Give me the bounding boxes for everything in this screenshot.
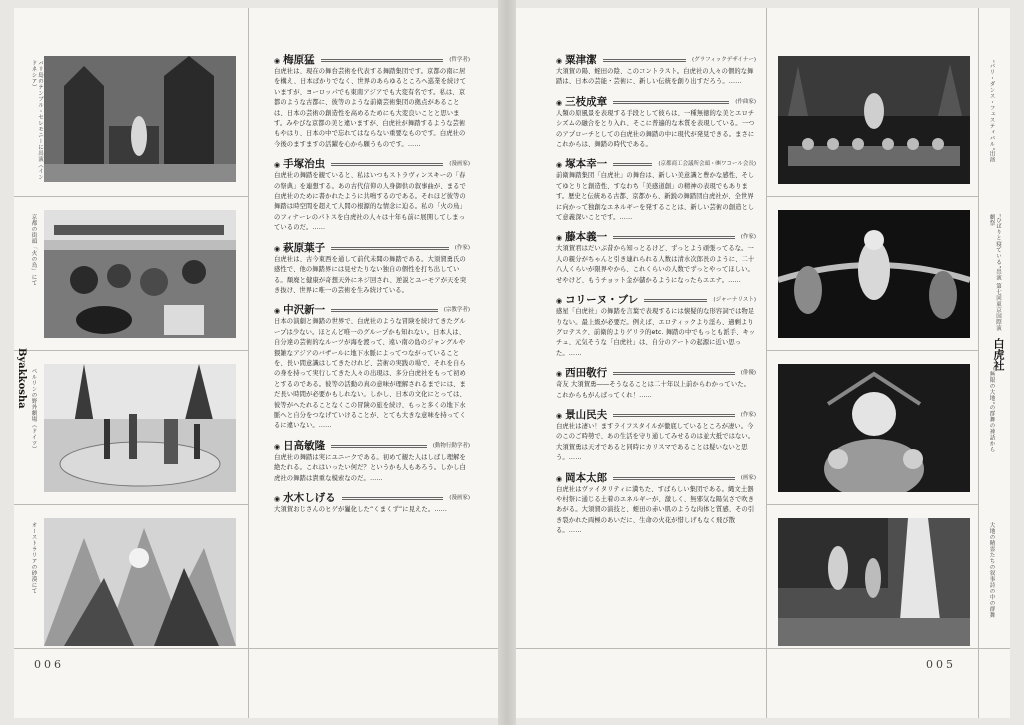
name-rule bbox=[613, 372, 735, 375]
testimonial bbox=[274, 304, 470, 431]
testimonial bbox=[556, 294, 756, 359]
testimonial-text: 大須賀君はだいぶ昔から知っとるけど、ずっとよう頑張ってるな。一人の親分がちゃんと引き連れられる人数は清水次郎長のように、二十八人くらいが限界やから、これくらいの人数でずっとやってほしい。せやけど、もうチョット金が儲かるようになったらエエナ。…… bbox=[556, 245, 755, 284]
author-name: 景山民夫 bbox=[565, 408, 608, 421]
bullet-mark: ◉ bbox=[556, 369, 563, 379]
photo-bali-temple bbox=[44, 56, 236, 182]
column-divider bbox=[248, 8, 249, 718]
side-title: 白虎社 bbox=[992, 338, 1005, 371]
footer-rule bbox=[516, 648, 1010, 649]
author-line bbox=[556, 294, 756, 307]
photo-caption: 大地の精霊たちの叙事詩の中の群舞 bbox=[988, 522, 995, 618]
photo-dancer-closeup bbox=[778, 364, 970, 492]
author-name: 萩原葉子 bbox=[283, 241, 326, 254]
testimonial bbox=[556, 54, 756, 88]
author-name: 水木しげる bbox=[283, 492, 336, 504]
testimonial-text: 白虎社の舞踏は実にユニークである。初めて観た人はしばし理解を絶たれる。これはいったい何だ？というかも人もあろう。しかし白虎社の舞踏は貴重な模索なのだ。…… bbox=[274, 453, 466, 482]
testimonial-text: 白虎社は凄い！ますライフスタイルが徹底しているところが凄い。今のこのご時勢で、あの生活を守り通してみせるのは並大抵ではない。大須賀勇は天才であると同時にカリスマであることは疑いないと思う。…… bbox=[556, 422, 755, 462]
photo-divider bbox=[766, 196, 978, 197]
photo-caption: “ひばりと寝ている”出演 第七回東京国際演劇祭 bbox=[988, 214, 1001, 331]
photo-divider bbox=[766, 504, 978, 505]
testimonial bbox=[274, 440, 470, 484]
bullet-mark: ◉ bbox=[556, 56, 563, 65]
name-rule bbox=[644, 299, 707, 302]
page-number: 005 bbox=[926, 658, 956, 671]
photo-kyoto-street bbox=[44, 210, 236, 338]
name-rule bbox=[613, 163, 652, 166]
photo-caption: “無限の大地”の群舞の神話から bbox=[988, 368, 995, 453]
author-role: (動物行動学者) bbox=[432, 442, 470, 449]
bullet-mark: ◉ bbox=[556, 296, 563, 306]
author-line bbox=[274, 54, 470, 67]
bullet-mark: ◉ bbox=[274, 160, 281, 170]
author-role: (ジャーナリスト) bbox=[713, 297, 756, 304]
testimonial bbox=[556, 472, 756, 537]
photo-paris-stage bbox=[778, 56, 970, 184]
author-name: 西田敬行 bbox=[565, 367, 608, 380]
author-role: (画家) bbox=[740, 474, 756, 481]
testimonial-text: 感星「白虎社」の舞踏を言葉で表現するには懐疑的な形容詞では物足りない。最上級が必要だ。例えば、エロティックより淫ら、過剰よりグロテスク、前衛的よりゲリラ的etc. 舞踏の中でもっとも派手、キッチュ、元気そうな「白虎社」は、自分のアートの起源に近い思った。…… bbox=[556, 308, 756, 357]
author-line bbox=[556, 472, 756, 485]
right-page bbox=[516, 8, 1010, 718]
name-rule bbox=[613, 236, 735, 239]
testimonial bbox=[556, 367, 756, 401]
testimonial-text: 白虎社は、古今東西を通して前代未聞の舞踏である。大須賀勇氏の感性で、他の舞踏界には見せたりない独自の個性を打ち出している。頽廃と健康が奇想天外にネジ回され、逆説とユーモアが天を突き抜け、世界に唯一の芸術を生み続けている。 bbox=[274, 255, 467, 294]
author-line bbox=[556, 96, 756, 109]
author-line bbox=[274, 304, 470, 317]
photo-divider bbox=[14, 350, 248, 351]
author-role: (京都商工会議所会頭・㈱ワコール会長) bbox=[658, 161, 756, 168]
author-line bbox=[274, 492, 470, 505]
testimonial bbox=[274, 492, 470, 515]
author-line bbox=[556, 158, 756, 171]
bullet-mark: ◉ bbox=[556, 233, 563, 243]
author-name: 中沢新一 bbox=[283, 304, 326, 317]
testimonial bbox=[556, 231, 756, 286]
name-rule bbox=[613, 101, 729, 104]
testimonial-text: 奇友 大須賀勇――そうなることは二十年以上前からわかっていた。これからもがんばってくれ！…… bbox=[556, 381, 751, 399]
author-line bbox=[274, 242, 470, 255]
author-name: コリーヌ・ブレ bbox=[565, 294, 639, 307]
author-role: (漫画家) bbox=[449, 495, 470, 501]
testimonial-text: 大須賀の陽、蛭田の陰、このコントラスト。白虎社の人々の個的な舞踏は、日本の芸能・芸術に、新しい伝統を創り出すだろう。…… bbox=[556, 68, 754, 86]
bullet-mark: ◉ bbox=[274, 441, 281, 451]
author-name: 塚本幸一 bbox=[565, 158, 608, 171]
photo-tokyo-festival bbox=[778, 210, 970, 338]
footer-rule bbox=[14, 648, 498, 649]
testimonial bbox=[556, 96, 756, 151]
name-rule bbox=[613, 477, 735, 480]
column-divider bbox=[766, 8, 767, 718]
testimonials-right bbox=[556, 54, 756, 545]
author-name: 粟津潔 bbox=[565, 54, 597, 66]
author-role: (宗教学者) bbox=[443, 307, 470, 314]
testimonial-text: 白虎社は、現在の舞台芸術を代表する舞踏集団です。京都の南に居を構え、日本ばかりでなく、世界のあらゆるところへ巡業を続けていますが、ヨーロッパでも東南アジアでも大変有名です。私は、京都のような古都に、彼等のような前衛芸術集団の拠点があることは、日本の芸術の創造性を高めるためにも大変良いことと思います。みやびな京都の美と違いますが、白虎社が舞踏するような芸術もやはり、日本の中で忘れてはならない重要なものです。白虎社の今後のますますの活躍を心から願うものです。…… bbox=[274, 68, 467, 148]
photo-caption: “パリ・ダンス・フェスティバル”出演 bbox=[988, 60, 995, 163]
testimonial-text: 日本の演劇と舞踏の世界で、白虎社のような冒険を続けてきたグループは少ない。ほとんど唯一のグループかも知れない。日本人は、自分達の芸術的なルーツが海を渡って、遠い南の島のジャングルや猥雑なアジアのバザールに地下水脈によってつながっていることを、長い間意識はしてきたけれど、芸術の実践の場で、それを自らの身を持って実行してきた人々の出現は、多分白虎社をもって初めとするのである。彼等の活動の真の意味が理解されるまでには、まだ長い時間が必要かもしれない。しかし、日本の文化にとっては、彼等がへたれることなくこの冒険の旅を続け、もっと多くの地下水脈へと自分をつなげていけることが、とても大きな意味を持ってくるに違いない。…… bbox=[274, 318, 466, 430]
name-rule bbox=[613, 414, 735, 417]
testimonial-text: 人類の原風景を表現する手段として彼らは、一種無徳的な美とエロチシズムの融合をとり入れ、そこに普遍的な本質を表現している。一つのアプローチとしての白虎社の舞踏の中に現代が発見できる。まさにこれからは、舞踏の時代である。 bbox=[556, 109, 755, 149]
photo-divider bbox=[14, 196, 248, 197]
author-name: 岡本太郎 bbox=[565, 471, 608, 484]
bullet-mark: ◉ bbox=[274, 243, 281, 253]
author-line bbox=[274, 440, 470, 453]
photo-waterfall bbox=[778, 518, 970, 646]
name-rule bbox=[331, 163, 443, 166]
author-line bbox=[556, 367, 756, 380]
name-rule bbox=[603, 59, 686, 62]
testimonial-text: 大須賀おじさんのヒゲが鬘化した“くまくず”に見えた。…… bbox=[274, 506, 448, 513]
photo-divider bbox=[766, 350, 978, 351]
bullet-mark: ◉ bbox=[556, 410, 563, 420]
author-line bbox=[556, 54, 756, 67]
column-divider bbox=[978, 8, 979, 718]
author-role: (哲学者) bbox=[449, 57, 470, 63]
left-page bbox=[14, 8, 498, 718]
testimonial bbox=[274, 158, 470, 233]
bullet-mark: ◉ bbox=[274, 494, 281, 503]
testimonials-left bbox=[274, 54, 470, 523]
photo-caption: ベルリンの野外劇場（ドイツ） bbox=[30, 368, 37, 452]
author-line bbox=[556, 409, 756, 422]
testimonial-text: 白虎社はヴァイタリティに満ちた、すばらしい集団である。縄文土器や村祭に通じる土着のエネルギーが、激しく、無邪気な陽気さで吹きあがる。大須賀の演技と、蛭田の赤い肌のような肉体と質感、その引き裂かれた両極のあいだに、生命の火花が惜しげもなく飛び散る。…… bbox=[556, 485, 755, 535]
photo-caption: バリ島のテンプル・セレモニーに出演（インドネシア） bbox=[30, 60, 43, 180]
photo-divider bbox=[14, 504, 248, 505]
bullet-mark: ◉ bbox=[556, 473, 563, 483]
bullet-mark: ◉ bbox=[274, 56, 281, 65]
photo-caption: 京都の街頭「火の鳥」にて bbox=[30, 214, 37, 286]
author-name: 梅原猛 bbox=[283, 54, 315, 66]
name-rule bbox=[331, 247, 449, 250]
name-rule bbox=[321, 59, 444, 62]
testimonial bbox=[556, 409, 756, 464]
bullet-mark: ◉ bbox=[274, 306, 281, 316]
page-number: 006 bbox=[34, 658, 64, 671]
photo-caption: オーストラリアの砂漠にて bbox=[30, 522, 37, 594]
author-name: 日高敏隆 bbox=[283, 439, 326, 452]
name-rule bbox=[331, 445, 427, 448]
author-role: (作曲家) bbox=[735, 98, 756, 105]
author-name: 手塚治虫 bbox=[283, 158, 326, 171]
author-role: (俳優) bbox=[740, 370, 756, 377]
photo-australia-desert bbox=[44, 518, 236, 646]
side-title: Byakkosha bbox=[16, 348, 27, 409]
testimonial-text: 白虎社の舞踏を観ていると、私はいつもストラヴィンスキーの「春の祭典」を連想する。あの古代信仰の人身御供の叙事曲が、まるで白虎社のために書かれたように共鳴するのである。それほど彼等の舞踏は時空間を超えて人間の根源的な情念に迫る。私の「火の鳥」のフィナーレのパトスを白虎社の人々は十年も前に展開してしまっているのだ。…… bbox=[274, 172, 466, 232]
author-name: 三枝成章 bbox=[565, 95, 608, 108]
bullet-mark: ◉ bbox=[556, 97, 563, 107]
page-gutter bbox=[498, 0, 516, 725]
author-name: 藤本義一 bbox=[565, 231, 608, 244]
testimonial bbox=[556, 158, 756, 223]
testimonial-text: 前衛舞踏集団「白虎社」の舞台は、新しい美意識と豊かな感性、そしてゆとりと創造性、すなわち「美感道創」の精神の表現でもあります。歴史と伝統ある古都、京都から、新鋭の舞踏団白虎社が、全世界に向かって独創なエネルギーを発することは、新しい芸術の創造として意義深いことです。…… bbox=[556, 172, 755, 222]
author-line bbox=[274, 158, 470, 171]
author-role: (作家) bbox=[740, 234, 756, 241]
name-rule bbox=[331, 309, 438, 312]
testimonial bbox=[274, 242, 470, 297]
author-role: (グラフィックデザイナー) bbox=[692, 57, 756, 63]
name-rule bbox=[342, 497, 444, 500]
author-role: (作家) bbox=[740, 411, 756, 418]
bullet-mark: ◉ bbox=[556, 160, 563, 170]
author-role: (作家) bbox=[454, 244, 470, 251]
author-role: (漫画家) bbox=[449, 161, 470, 168]
photo-berlin-stage bbox=[44, 364, 236, 492]
author-line bbox=[556, 231, 756, 244]
testimonial bbox=[274, 54, 470, 150]
